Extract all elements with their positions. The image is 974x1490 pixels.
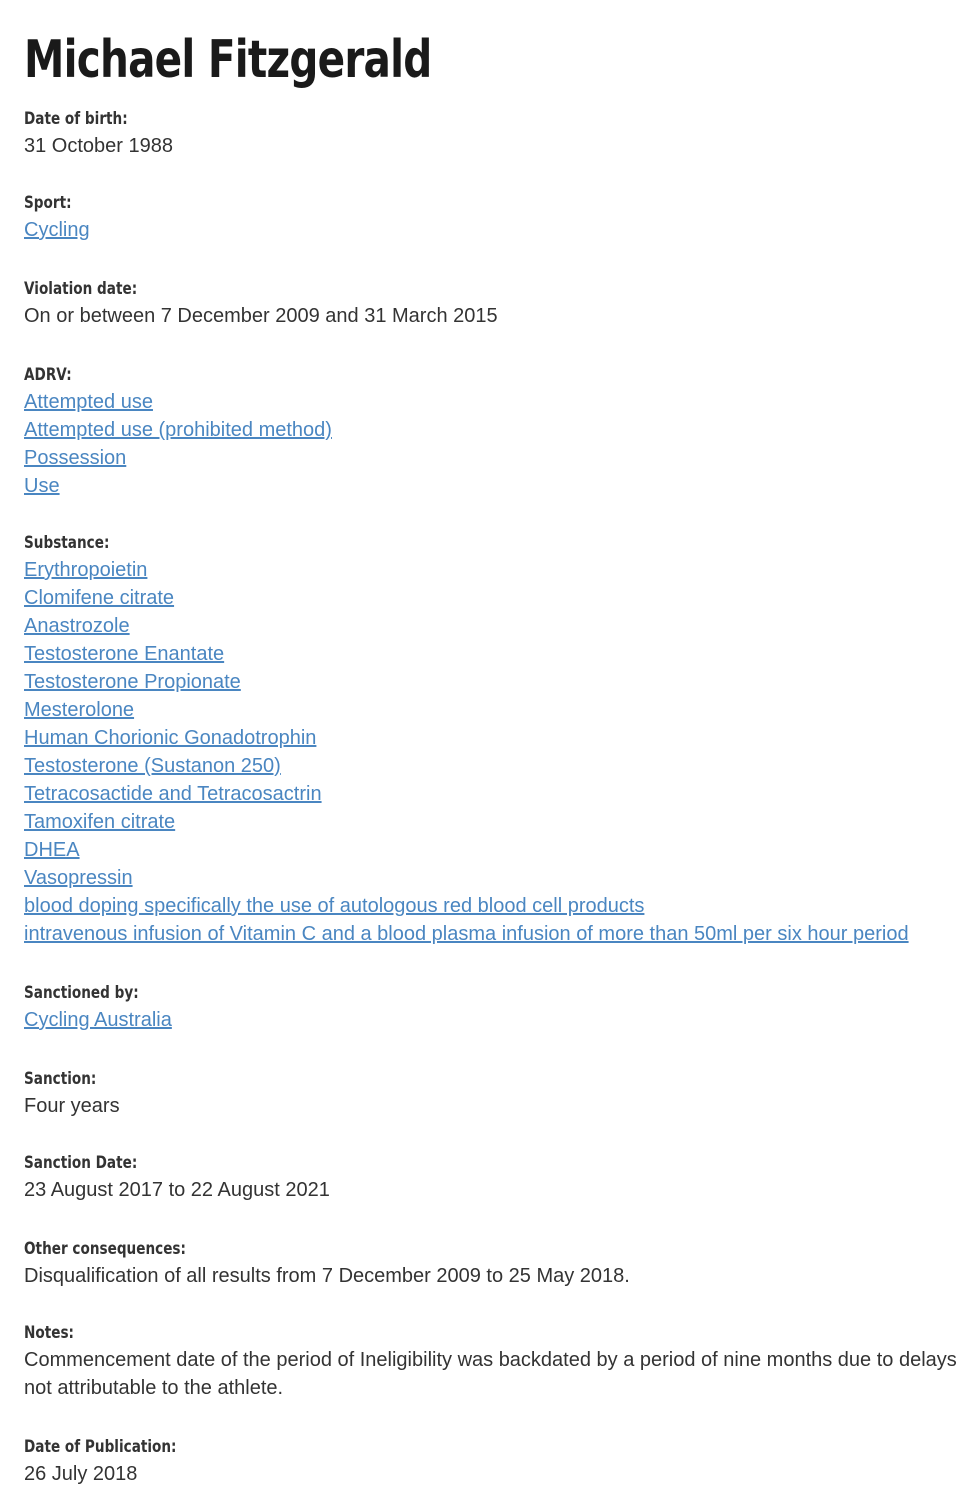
page-title: Michael Fitzgerald <box>24 30 432 90</box>
adrv-link-use[interactable]: Use <box>24 475 60 497</box>
field-label: Sanction: <box>24 1069 97 1089</box>
field-label: ADRV: <box>24 365 72 385</box>
substance-link[interactable]: Anastrozole <box>24 615 130 637</box>
substance-link[interactable]: Testosterone (Sustanon 250) <box>24 755 281 777</box>
field-value: Commencement date of the period of Ineligibility was backdated by a period of nine months due to delays not attributable to the athlete. <box>24 1349 957 1399</box>
field-label: Date of birth: <box>24 109 128 129</box>
adrv-link-attempted-use[interactable]: Attempted use <box>24 391 153 413</box>
substance-link[interactable]: Tetracosactide and Tetracosactrin <box>24 783 322 805</box>
field-label: Notes: <box>24 1323 74 1343</box>
field-violation-date <box>24 278 964 330</box>
substance-link[interactable]: Clomifene citrate <box>24 587 175 609</box>
field-substance <box>24 532 964 948</box>
adrv-link-possession[interactable]: Possession <box>24 447 127 469</box>
field-value: Four years <box>24 1095 120 1117</box>
sport-link[interactable]: Cycling <box>24 219 90 241</box>
field-label: Violation date: <box>24 279 138 299</box>
substance-link[interactable]: Testosterone Propionate <box>24 671 241 693</box>
field-label: Sanction Date: <box>24 1153 138 1173</box>
field-date-of-publication <box>24 1436 964 1488</box>
field-label: Sport: <box>24 193 72 213</box>
field-value: 31 October 1988 <box>24 135 173 157</box>
substance-link[interactable]: Tamoxifen citrate <box>24 811 176 833</box>
sanctioned-by-link[interactable]: Cycling Australia <box>24 1009 172 1031</box>
field-label: Substance: <box>24 533 110 553</box>
field-value: On or between 7 December 2009 and 31 March 2015 <box>24 305 498 327</box>
field-notes <box>24 1322 964 1402</box>
substance-link[interactable]: blood doping specifically the use of autologous red blood cell products <box>24 895 645 917</box>
field-date-of-birth <box>24 108 964 160</box>
substance-link[interactable]: intravenous infusion of Vitamin C and a blood plasma infusion of more than 50ml per six hour period <box>24 923 909 945</box>
adrv-link-attempted-use-prohibited-method[interactable]: Attempted use (prohibited method) <box>24 419 332 441</box>
field-sanction-date <box>24 1152 964 1204</box>
field-adrv <box>24 364 964 500</box>
field-value: 26 July 2018 <box>24 1463 138 1485</box>
field-label: Other consequences: <box>24 1239 186 1259</box>
substance-link[interactable]: Erythropoietin <box>24 559 148 581</box>
substance-link[interactable]: Mesterolone <box>24 699 135 721</box>
substance-link[interactable]: Human Chorionic Gonadotrophin <box>24 727 317 749</box>
field-label: Sanctioned by: <box>24 983 139 1003</box>
field-label: Date of Publication: <box>24 1437 177 1457</box>
field-sport <box>24 192 964 244</box>
substance-link[interactable]: Vasopressin <box>24 867 133 889</box>
substance-link[interactable]: Testosterone Enantate <box>24 643 225 665</box>
field-value: Disqualification of all results from 7 December 2009 to 25 May 2018. <box>24 1265 630 1287</box>
substance-link[interactable]: DHEA <box>24 839 80 861</box>
field-other-consequences <box>24 1238 964 1290</box>
field-value: 23 August 2017 to 22 August 2021 <box>24 1179 330 1201</box>
field-sanctioned-by <box>24 982 964 1034</box>
field-sanction <box>24 1068 964 1120</box>
